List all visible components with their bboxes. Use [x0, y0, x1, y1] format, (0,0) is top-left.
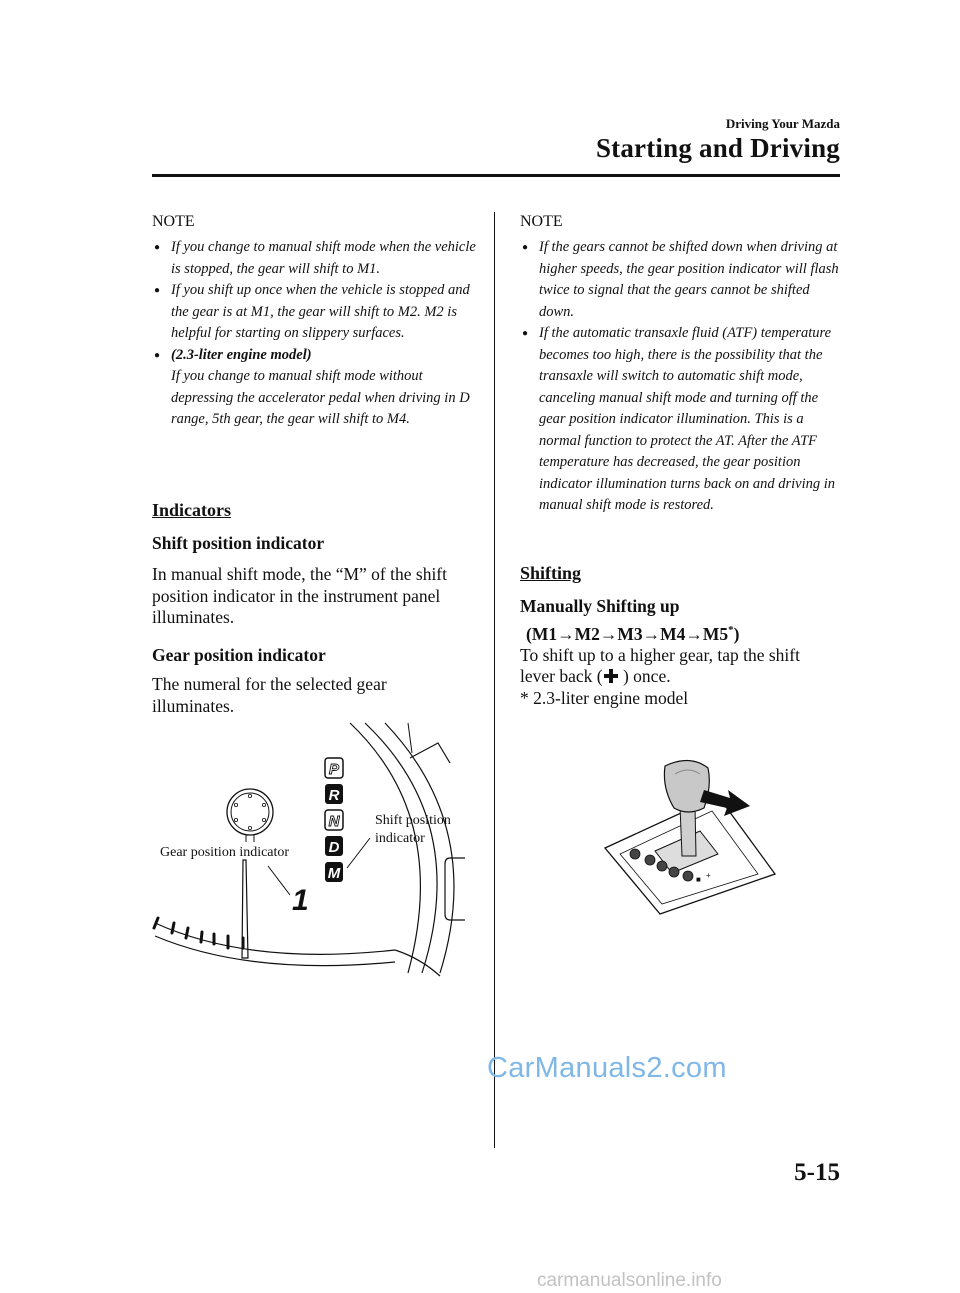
instruction-line-1: To shift up to a higher gear, tap the shift [520, 645, 800, 665]
instruction-line-2: lever back ( ) once. [520, 666, 671, 690]
chapter-title: Driving Your Mazda [725, 116, 840, 131]
list-item: ● If you change to manual shift mode when the vehicle is stopped, the gear will shift to M1. [154, 239, 476, 277]
gear-indicator-label: Gear position indicator [160, 845, 290, 860]
svg-text:+: + [706, 871, 711, 880]
note-heading-right: NOTE [520, 213, 563, 230]
shifting-heading: Shifting [520, 563, 582, 583]
bullet-icon: ● [154, 349, 161, 361]
note-list-right [520, 237, 840, 517]
bullet-icon: ● [154, 285, 161, 296]
indicators-heading: Indicators [152, 500, 232, 520]
page-number: 5-15 [794, 1159, 840, 1186]
column-divider [494, 212, 495, 1148]
shift-indicator-heading: Shift position indicator [152, 533, 325, 553]
shift-letter-r: R [328, 787, 340, 804]
manual-shift-heading: Manually Shifting up [520, 596, 680, 616]
list-item: ● If the gears cannot be shifted down when driving at higher speeds, the gear position indicator will flash twice to signal that the gears cannot be shifted down. [522, 239, 839, 320]
shift-letter-m: M [327, 865, 341, 882]
shift-letter-p: P [328, 761, 340, 778]
shift-indicator-label: Shift position indicator [375, 813, 451, 846]
bullet-icon: ● [154, 242, 161, 253]
note-heading-left: NOTE [152, 213, 195, 230]
bullet-icon: ● [522, 242, 529, 253]
list-item: ● (2.3-liter engine model) If you change to manual shift mode without depressing the accelerator pedal when driving in D range, 5th gear, the gear will shift to M4. [152, 345, 477, 431]
shift-letter-d: D [328, 839, 340, 856]
svg-text:■: ■ [696, 875, 701, 884]
note-subheading: (2.3-liter engine model) [171, 346, 312, 363]
gear-indicator-text: The numeral for the selected gear illuminates. [152, 674, 387, 716]
bullet-icon: ● [522, 328, 529, 339]
gear-indicator-heading: Gear position indicator [152, 645, 326, 665]
shift-indicator-text: In manual shift mode, the “M” of the shift position indicator in the instrument panel illuminates. [152, 564, 447, 627]
watermark-logo: CarManuals2.com [487, 1052, 727, 1084]
footnote: * 2.3-liter engine model [520, 688, 689, 708]
shift-lever-figure [600, 756, 780, 916]
note-list-left [152, 237, 477, 431]
shift-sequence: (M1→M2→M3→M4→M5*) [526, 624, 740, 644]
list-item: ● If the automatic transaxle fluid (ATF) temperature becomes too high, there is the possibility that the transaxle will switch to automatic shift mode, canceling manual shift mode and turning off the gear position indicator illumination. This is a normal function to protect the AT. After the ATF temperature has decreased, the gear position indicator illumination turns back on and driving in manual shift mode is restored. [522, 325, 836, 513]
plus-icon [603, 668, 619, 690]
list-item: ● If you shift up once when the vehicle is stopped and the gear is at M1, the gear will shift to M2. M2 is helpful for starting on slippery surfaces. [154, 282, 470, 341]
section-title: Starting and Driving [595, 133, 840, 163]
gear-digit: 1 [292, 884, 309, 917]
shift-letter-n: N [328, 813, 340, 830]
watermark-footer: carmanualsonline.info [537, 1270, 722, 1291]
header-rule [152, 174, 840, 177]
